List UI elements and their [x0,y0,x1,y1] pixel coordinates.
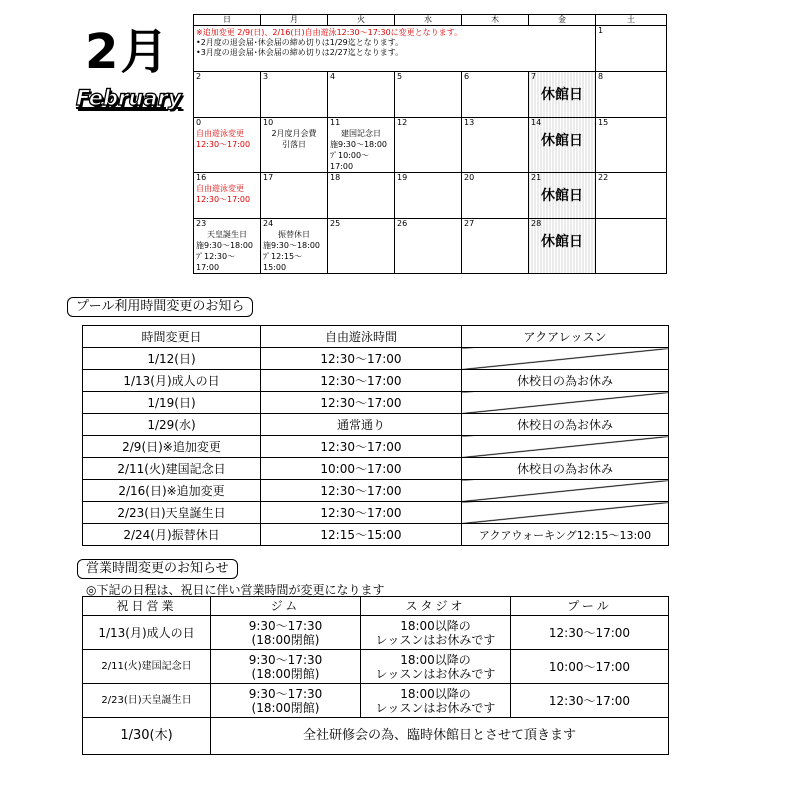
row-date: 2/24(月)振替休日 [83,524,261,546]
notice-feb-deadline: •2月度の退会届･休会届の締め切りは1/29迄となります。 [196,38,404,47]
row-lesson-none [462,480,669,502]
day-number: 26 [397,219,408,228]
row-swim-time: 通常通り [261,414,462,436]
day-number: 23 [196,219,207,228]
day-number: 16 [196,173,207,182]
calendar-day-cell-empty [596,219,667,274]
row-date: 2/16(日)※追加変更 [83,480,261,502]
weekday-mon: 月 [261,15,328,26]
day-number: 22 [598,173,609,182]
row-lesson-none [462,502,669,524]
closure-row [83,718,669,755]
event-swim-time: 12:30～17:00 [196,195,251,204]
table-row [83,370,669,392]
calendar-day-cell-closed [529,72,596,118]
day-number: 21 [531,173,542,182]
closed-day-label: 休館日 [541,188,583,204]
calendar-weekday-header [194,15,667,26]
row-swim-time: 10:00～17:00 [261,458,462,480]
calendar-day-cell [194,173,261,219]
header-aqua-lesson: アクアレッスン [462,326,669,348]
table-row [83,650,669,684]
business-intro-text: ◎下記の日程は、祝日に伴い営業時間が変更になります [86,583,385,597]
calendar-day-cell-closed [529,118,596,173]
gym-hours: 9:30～17:30 [248,652,323,667]
table-row [83,616,669,650]
table-row [83,684,669,718]
event-facility-hours: 施9:30～18:00 [263,241,321,250]
calendar-day-cell [261,219,328,274]
day-number: 5 [397,72,403,81]
calendar-week-2 [194,72,667,118]
calendar-day-cell-closed [529,173,596,219]
calendar-day-cell [395,173,462,219]
notice-additional-change: ※追加変更 2/9(日)、2/16(日)自由遊泳12:30～17:30に変更となります。 [196,28,463,37]
calendar [193,14,667,274]
day-number: 10 [263,118,274,127]
event-facility-hours: 施9:30～18:00 [196,241,254,250]
event-swim-change: 自由遊泳変更 [196,129,244,138]
row-swim-time: 12:30～17:00 [261,348,462,370]
calendar-day-cell [596,72,667,118]
row-lesson: アクアウォーキング12:15～13:00 [462,524,669,546]
event-holiday-name: 建国記念日 [341,129,381,138]
gym-closing: (18:00閉館) [251,632,320,647]
header-change-date: 時間変更日 [83,326,261,348]
calendar-day-cell [596,26,667,72]
event-withdrawal-day: 引落日 [282,140,306,149]
table-row [83,392,669,414]
weekday-thu: 木 [462,15,529,26]
calendar-day-cell-closed [529,219,596,274]
studio-line1: 18:00以降の [400,618,471,633]
studio-line1: 18:00以降の [400,686,471,701]
event-pool-hours: ﾌﾟ10:00～17:00 [330,151,370,171]
row-date: 1/29(水) [83,414,261,436]
row-date: 1/19(日) [83,392,261,414]
calendar-day-cell [328,118,395,173]
table-row [83,524,669,546]
row-pool-hours: 10:00～17:00 [511,650,669,684]
day-number: 4 [330,72,336,81]
calendar-day-cell [462,173,529,219]
row-lesson: 休校日の為お休み [462,414,669,436]
weekday-fri: 金 [529,15,596,26]
day-number: 2 [196,72,202,81]
row-swim-time: 12:30～17:00 [261,480,462,502]
header-gym: ジム [211,597,361,616]
row-gym-hours [211,684,361,718]
day-number: 13 [464,118,475,127]
pool-schedule-table [82,325,669,546]
pool-table-header [83,326,669,348]
row-studio [361,650,511,684]
gym-hours: 9:30～17:30 [248,618,323,633]
studio-line1: 18:00以降の [400,652,471,667]
day-number: 0 [196,118,202,127]
calendar-day-cell [462,118,529,173]
calendar-day-cell [194,72,261,118]
row-swim-time: 12:30～17:00 [261,502,462,524]
calendar-week-3 [194,118,667,173]
calendar-day-cell [395,219,462,274]
row-date: 2/23(日)天皇誕生日 [83,684,211,718]
row-lesson-none [462,436,669,458]
header-free-swim: 自由遊泳時間 [261,326,462,348]
day-number: 14 [531,118,542,127]
row-gym-hours [211,616,361,650]
day-number: 18 [330,173,341,182]
calendar-day-cell [395,72,462,118]
day-number: 28 [531,219,542,228]
day-number: 17 [263,173,274,182]
row-pool-hours: 12:30～17:00 [511,616,669,650]
business-table-header [83,597,669,616]
day-number: 8 [598,72,604,81]
calendar-day-cell [596,118,667,173]
table-row [83,480,669,502]
calendar-day-cell [194,219,261,274]
event-swim-change: 自由遊泳変更 [196,184,244,193]
row-lesson-none [462,348,669,370]
business-hours-table [82,596,669,755]
row-date: 1/13(月)成人の日 [83,370,261,392]
day-number: 1 [598,26,604,35]
gym-closing: (18:00閉館) [251,666,320,681]
calendar-week-5 [194,219,667,274]
month-title-jp: 2月 [85,24,171,80]
table-row [83,348,669,370]
row-date: 1/13(月)成人の日 [83,616,211,650]
calendar-day-cell [261,118,328,173]
month-title-en: February [76,86,182,110]
day-number: 6 [464,72,470,81]
calendar-notice [194,26,596,72]
row-swim-time: 12:30～17:00 [261,392,462,414]
row-swim-time: 12:15～15:00 [261,524,462,546]
calendar-week-1 [194,26,667,72]
event-facility-hours: 施9:30～18:00 [330,140,388,149]
day-number: 19 [397,173,408,182]
row-studio [361,684,511,718]
table-row [83,458,669,480]
row-lesson: 休校日の為お休み [462,458,669,480]
notice-mar-deadline: •3月度の退会届･休会届の締め切りは2/27迄となります。 [196,48,404,57]
weekday-sun: 日 [194,15,261,26]
studio-line2: レッスンはお休みです [375,700,496,715]
day-number: 27 [464,219,475,228]
event-pool-hours: ﾌﾟ12:15～15:00 [263,252,303,272]
closed-day-label: 休館日 [541,234,583,250]
table-row [83,436,669,458]
row-swim-time: 12:30～17:00 [261,370,462,392]
row-date: 2/9(日)※追加変更 [83,436,261,458]
calendar-day-cell [462,72,529,118]
gym-closing: (18:00閉館) [251,700,320,715]
day-number: 3 [263,72,269,81]
calendar-day-cell [194,118,261,173]
calendar-day-cell [462,219,529,274]
day-number: 7 [531,72,537,81]
header-holiday: 祝日営業 [83,597,211,616]
day-number: 24 [263,219,274,228]
closure-date: 1/30(木) [83,718,211,755]
event-pool-hours: ﾌﾟ12:30～17:00 [196,252,236,272]
studio-line2: レッスンはお休みです [375,632,496,647]
event-holiday-name: 天皇誕生日 [207,230,247,239]
calendar-day-cell [261,173,328,219]
closed-day-label: 休館日 [541,133,583,149]
business-section-title: 営業時間変更のお知らせ [77,559,238,579]
calendar-day-cell [328,72,395,118]
calendar-day-cell [328,173,395,219]
calendar-day-cell [395,118,462,173]
row-date: 2/11(火)建国記念日 [83,650,211,684]
table-row [83,414,669,436]
row-date: 2/23(日)天皇誕生日 [83,502,261,524]
row-lesson-none [462,392,669,414]
event-monthly-fee: 2月度月会費 [271,129,317,138]
event-holiday-name: 振替休日 [278,230,310,239]
weekday-tue: 火 [328,15,395,26]
calendar-day-cell [328,219,395,274]
row-lesson: 休校日の為お休み [462,370,669,392]
row-pool-hours: 12:30～17:00 [511,684,669,718]
table-row [83,502,669,524]
closed-day-label: 休館日 [541,87,583,103]
row-studio [361,616,511,650]
calendar-week-4 [194,173,667,219]
row-swim-time: 12:30～17:00 [261,436,462,458]
weekday-wed: 水 [395,15,462,26]
row-date: 2/11(火)建国記念日 [83,458,261,480]
row-gym-hours [211,650,361,684]
weekday-sat: 土 [596,15,667,26]
pool-section-title: プール利用時間変更のお知ら [67,297,253,317]
calendar-day-cell [261,72,328,118]
header-pool: プール [511,597,669,616]
calendar-day-cell [596,173,667,219]
gym-hours: 9:30～17:30 [248,686,323,701]
header-studio: スタジオ [361,597,511,616]
closure-text: 全社研修会の為、臨時休館日とさせて頂きます [211,718,669,755]
row-date: 1/12(日) [83,348,261,370]
day-number: 15 [598,118,609,127]
day-number: 12 [397,118,408,127]
event-swim-time: 12:30～17:00 [196,140,251,149]
day-number: 20 [464,173,475,182]
studio-line2: レッスンはお休みです [375,666,496,681]
day-number: 25 [330,219,341,228]
day-number: 11 [330,118,341,127]
